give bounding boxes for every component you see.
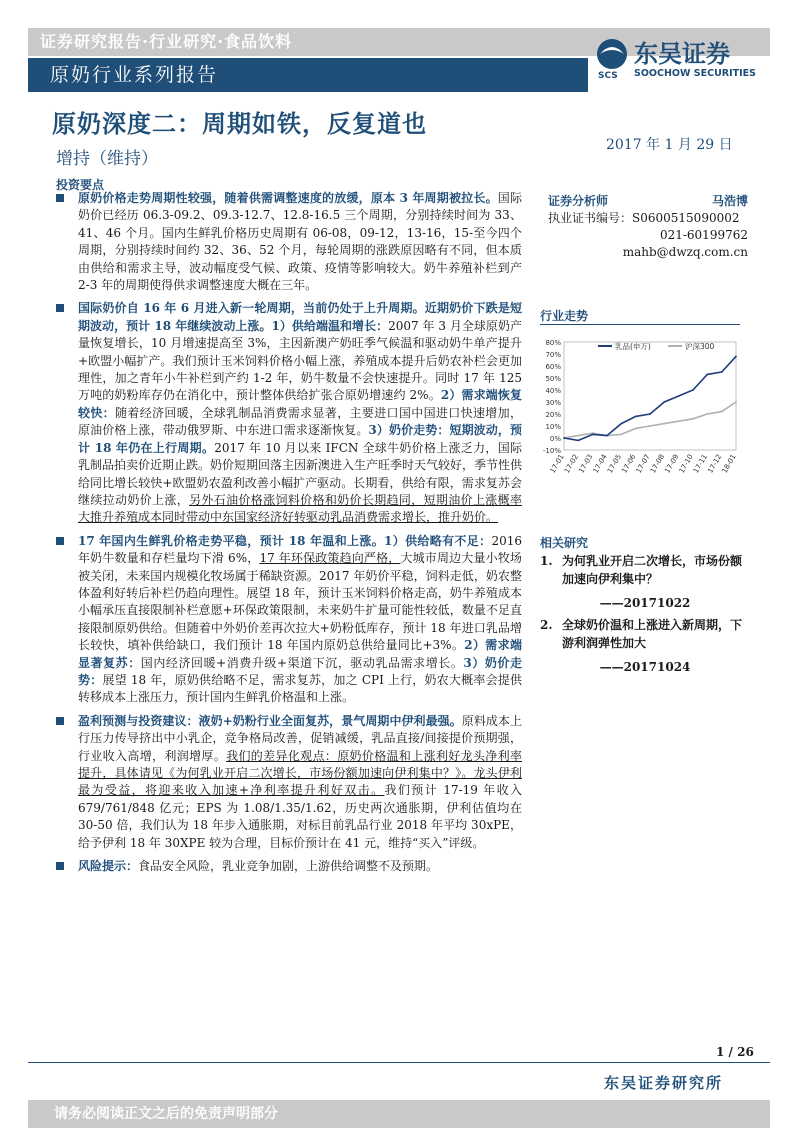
data-point <box>635 428 637 430</box>
related-item-num: 1. <box>540 554 553 568</box>
rating: 增持（维持） <box>56 149 158 169</box>
x-tick-label: 17-11 <box>691 453 710 475</box>
section-domestic-trend-body: 展望 18 年，原奶供给略不足，需求复苏，加之 CPI 上行，奶农大概率会提供转移成本上涨压力，预计国内生鲜乳价格温和上涨。 <box>78 672 522 705</box>
series-line <box>564 356 736 440</box>
y-tick-label: -10% <box>542 447 561 455</box>
legend-label: 沪深300 <box>685 342 715 351</box>
data-point <box>735 401 737 403</box>
related-research-list <box>540 552 750 676</box>
y-tick-label: 40% <box>545 387 561 395</box>
logo-cn: 东吴证券 <box>634 40 730 68</box>
x-tick-label: 17-07 <box>634 453 652 475</box>
analyst-cert: S0600515090002 <box>632 211 740 225</box>
industry-trend-chart <box>536 330 746 500</box>
disclaimer-bar[interactable]: 请务必阅读正文之后的免责声明部分 <box>28 1100 770 1128</box>
page-number: 1 / 26 <box>716 1045 754 1059</box>
bullet-icon <box>56 304 64 312</box>
data-point <box>635 416 637 418</box>
data-point <box>692 418 694 420</box>
section-global-underline: 另外石油价格涨饲料价格和奶价长期趋同，短期油价上涨概率大推升养殖成本同时带动中东国家经济好转驱动乳品消费需求增长，推升奶价。 <box>78 492 522 525</box>
section-risk-body: 食品安全风险，乳业竞争加剧，上游供给调整不及预期。 <box>138 859 439 874</box>
data-point <box>678 420 680 422</box>
x-tick-label: 17-04 <box>591 453 609 475</box>
data-point <box>649 425 651 427</box>
section-global-demand-body: 随着经济回暖，全球乳制品消费需求显著，主要进口国中国进口快速增加，原油价格上涨，带动俄罗斯、中东进口需求逐渐恢复。 <box>78 405 522 438</box>
section-global-trend-body: 2017 年 10 月以来 IFCN 全球牛奶价格上涨乏力，国际乳制品拍卖价近期止跌。奶价短期回落主因新澳进入生产旺季时天气较好，季节性供给同比增长较快+欧盟奶农盈利改善小幅扩产驱动。长期看，供给有限，需求复苏会继续拉动奶价上涨， <box>78 440 523 507</box>
y-tick-label: 50% <box>545 375 561 383</box>
institute-name: 东吴证券研究所 <box>604 1074 724 1092</box>
y-tick-label: 30% <box>545 399 561 407</box>
analyst-role: 证券分析师 <box>548 194 609 208</box>
data-point <box>620 434 622 436</box>
x-tick-label: 17-10 <box>677 453 695 475</box>
data-point <box>706 374 708 376</box>
x-tick-label: 17-08 <box>648 453 667 475</box>
data-point <box>649 413 651 415</box>
analyst-cert-label: 执业证书编号： <box>548 211 633 225</box>
section-domestic-headline: 17 年国内生鲜乳价格走势平稳，预计 18 年温和上涨。1）供给略有不足： <box>78 533 492 548</box>
data-point <box>721 371 723 373</box>
data-point <box>606 435 608 437</box>
report-title: 原奶深度二：周期如铁，反复道也 <box>52 110 427 138</box>
analyst-cert-row <box>548 210 748 227</box>
x-tick-label: 17-06 <box>620 453 638 475</box>
report-date: 2017 年 1 月 29 日 <box>606 137 733 153</box>
bullet-icon <box>56 862 64 870</box>
series-line <box>564 402 736 438</box>
data-point <box>692 389 694 391</box>
trend-chart-svg <box>536 330 746 500</box>
trend-divider <box>540 324 740 325</box>
logo-mark-icon <box>592 36 782 80</box>
section-global-trend-head: 3）奶价走势：短期波动，预计 18 年仍在上行周期。 <box>78 423 522 455</box>
section-global-price <box>56 300 522 526</box>
data-point <box>577 440 579 442</box>
related-item-title[interactable]: 全球奶价温和上涨进入新周期，下游利润弹性加大 <box>562 618 743 650</box>
section-cycle-headline: 原奶价格走势周期性较强，随着供需调整速度的放缓，原本 3 年周期被拉长。 <box>78 191 498 205</box>
data-point <box>663 401 665 403</box>
section-domestic-demand-body: 国内经济回暖+消费升级+渠道下沉，驱动乳品需求增长。 <box>140 655 464 670</box>
section-cycle <box>56 190 522 294</box>
x-tick-label: 17-12 <box>706 453 724 475</box>
section-forecast-body: 原料成本上行压力传导挤出中小乳企，竞争格局改善，促销减缓，乳品直接/间接提价预期强，行业收入高增，利润增厚。 <box>78 713 522 763</box>
analyst-email[interactable]: mahb@dwzq.com.cn <box>622 245 748 259</box>
data-point <box>735 356 737 358</box>
section-risk-headline: 风险提示： <box>78 859 139 874</box>
x-tick-label: 17-05 <box>605 453 624 475</box>
section-domestic-trend-head: 3）奶价走势： <box>78 655 522 687</box>
section-global-headline: 国际奶价自 16 年 6 月进入新一轮周期，当前仍处于上升周期。近期奶价下跌是短期波动，预计 18 年继续波动上涨。1）供给端温和增长： <box>78 301 522 333</box>
related-item-date: ——20171024 <box>599 660 691 674</box>
data-point <box>678 395 680 397</box>
x-tick-label: 18-01 <box>720 453 738 475</box>
y-tick-label: 0% <box>549 435 561 443</box>
related-item-date: ——20171022 <box>599 596 691 610</box>
section-domestic-demand-head: 2）需求端显著复苏： <box>78 638 522 670</box>
y-tick-label: 80% <box>545 339 561 347</box>
legend-label: 乳品(申万) <box>615 342 651 351</box>
y-tick-label: 70% <box>545 351 561 359</box>
bullet-icon <box>56 537 64 545</box>
trend-heading: 行业走势 <box>540 309 589 323</box>
company-logo <box>592 36 782 80</box>
x-tick-label: 17-01 <box>548 453 566 475</box>
logo-mark-text: SCS <box>598 71 618 80</box>
investment-highlights-heading: 投资要点 <box>56 178 105 192</box>
section-forecast-headline: 盈利预测与投资建议：液奶+奶粉行业全面复苏，景气周期中伊利最强。 <box>78 713 462 728</box>
section-forecast-body-b: 我们预计 17-19 年收入 679/761/848 亿元；EPS 为 1.08/1.35/1.62，历史两次通胀期，伊利估值均在 30-50 倍，我们认为 18 年步入通胀期，对标目前乳品行业 2018 年平均 30xPE，给予伊利 18 年 30XPE 较为合理，目标价预计在 41 元，维持“买入”评级。 <box>78 783 522 850</box>
section-risk <box>56 858 522 875</box>
footer-divider <box>28 1062 770 1063</box>
analyst-row <box>548 193 748 210</box>
related-item[interactable] <box>540 616 750 676</box>
investment-highlights <box>56 190 522 875</box>
section-forecast-underline: 我们的差异化观点：原奶价格温和上涨利好龙头净利率提升，具体请见《为何乳业开启二次增长，市场份额加速向伊利集中？》。龙头伊利最为受益，将迎来收入加速+净利率提升利好双击。 <box>78 748 522 798</box>
x-tick-label: 17-09 <box>663 453 681 475</box>
analyst-phone: 021-60199762 <box>659 228 748 242</box>
data-point <box>620 423 622 425</box>
breadcrumb: 证券研究报告·行业研究·食品饮料 <box>28 28 770 56</box>
y-tick-label: 20% <box>545 411 561 419</box>
related-item-num: 2. <box>540 618 553 632</box>
data-point <box>592 434 594 436</box>
y-tick-label: 10% <box>545 423 561 431</box>
related-research-heading: 相关研究 <box>540 536 589 550</box>
y-tick-label: 60% <box>545 363 561 371</box>
related-item-title[interactable]: 为何乳业开启二次增长，市场份额加速向伊利集中？ <box>562 554 743 586</box>
section-domestic-underline: 17 年环保政策趋向严格， <box>259 551 401 566</box>
section-forecast <box>56 713 522 852</box>
logo-en: SOOCHOW SECURITIES <box>634 68 756 79</box>
section-global-body: 2007 年 3 月全球原奶产量恢复增长，10 月增速提高至 3%，主因新澳产奶旺季气候温和驱动奶牛单产提升+欧盟小幅扩产。我们预计玉米饲料价格小幅上涨，养殖成本提升后奶农补栏会更加理性，加之青年小牛补栏到产约 1-2 年，奶牛数量不会快速提升。同时 17 年 125 万吨的奶粉库存仍在消化中，预计整体供给扩张合原奶增速约 2%。 <box>78 318 522 403</box>
analyst-card <box>548 193 748 261</box>
bullet-icon <box>56 717 64 725</box>
report-series: 原奶行业系列报告 <box>28 58 588 92</box>
section-domestic-body: 2016 年奶牛数量和存栏量均下滑 6%， <box>78 533 522 566</box>
related-item[interactable] <box>540 552 750 612</box>
section-domestic-price <box>56 533 522 707</box>
analyst-name: 马浩博 <box>711 194 748 208</box>
data-point <box>563 437 565 439</box>
data-point <box>721 411 723 413</box>
section-global-demand-head: 2）需求端恢复较快： <box>78 388 522 420</box>
section-domestic-body-b: 大城市周边大量小牧场被关闭，未来国内规模化牧场属于稀缺资源。2017 年奶价平稳，饲料走低，奶农整体盈利好转后补栏仍趋向理性。展望 18 年，预计玉米饲料价格走高，奶牛养殖成本小幅承压直接限制补栏意愿+环保政策限制，未来奶牛扩量可能性较低，数量不足直接限制原奶供给。但随着中外奶价差再次拉大+奶粉低库存，预计 18 年进口乳品增长较快，填补供给缺口，我们预计 18 年国内原奶总供给量同比+3%。 <box>78 551 522 653</box>
x-tick-label: 17-03 <box>577 453 595 475</box>
data-point <box>577 435 579 437</box>
data-point <box>663 423 665 425</box>
bullet-icon <box>56 194 64 202</box>
x-tick-label: 17-02 <box>562 453 581 475</box>
data-point <box>706 413 708 415</box>
section-cycle-body: 国际奶价已经历 06.3-09.2、09.3-12.7、12.8-16.5 三个周期，分别持续时间为 33、41、46 个月。国内生鲜乳价格历史周期有 06-08，09-12，13-16，15-至今四个周期，分别持续时间约 32、36、52 个月，每轮周期的涨跌原因略有不同，但本质由供给和需求主导，波动幅度受气候、政策、疫情等影响较大。奶牛养殖补栏到产 2-3 年的周期使得供求调整速度大概在三年。 <box>78 191 522 293</box>
